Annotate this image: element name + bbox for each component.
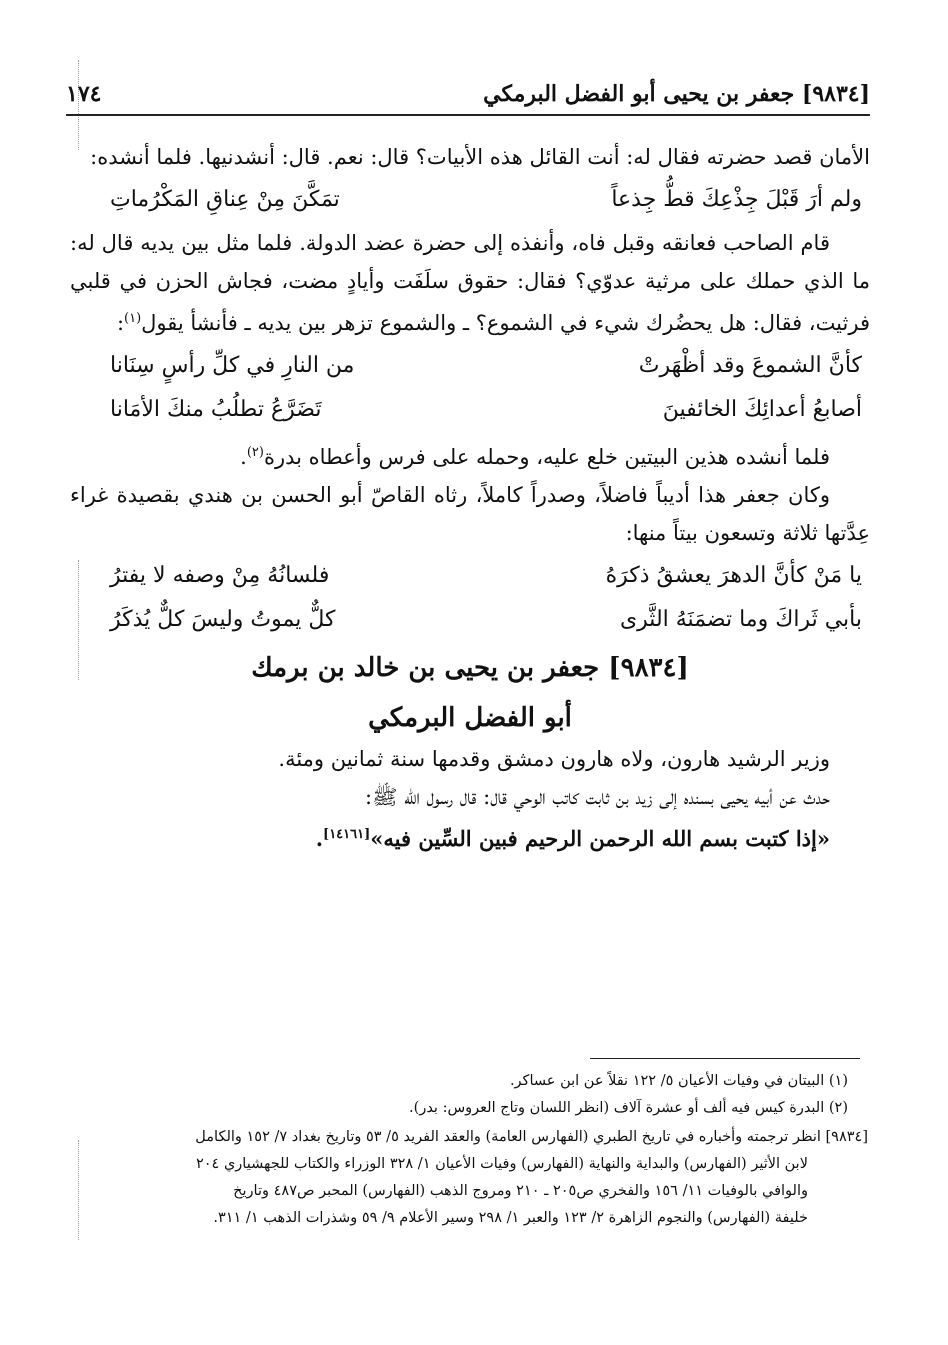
hadith-quote	[70, 816, 870, 858]
running-header	[66, 74, 870, 116]
footnotes	[78, 1068, 868, 1232]
paragraph	[70, 224, 870, 342]
punctuation: :	[116, 311, 125, 335]
paragraph	[70, 434, 870, 476]
verse-hemistich: تمَكَّنَ مِنْ عِناقِ المَكْرُماتِ	[110, 187, 340, 212]
paragraph-text: قام الصاحب فعانقه وقبل فاه، وأنفذه إلى حضرة عضد الدولة. فلما مثل بين يديه قال له: ما الذي حملك على مرثية عدوّي؟ فقال: حقوق سلَفَت وأيادٍ مضت، فجاش الحزن في قلبي فرثيت، فقال: هل يحضُرك شيء في الشموع؟ ـ والشموع تزهر بين يديه ـ فأنشأ يقول	[70, 231, 870, 335]
paragraph: وزير الرشيد هارون، ولاه هارون دمشق وقدمها سنة ثمانين ومئة.	[278, 747, 830, 771]
entry-title: [٩٨٣٤] جعفر بن يحيى بن خالد بن برمك	[251, 653, 689, 683]
verse-hemistich: بأبي ثَراكَ وما تضمَنَهُ الثَّرى	[619, 607, 862, 632]
verse-line	[70, 600, 870, 640]
verse-line	[70, 556, 870, 596]
verse-hemistich: أصابعُ أعدائِكَ الخائفينَ	[662, 397, 862, 422]
source-note-line: [٩٨٣٤] انظر ترجمته وأخباره في تاريخ الطبري (الفهارس العامة) والعقد الفريد ٥/ ٥٣ وتاريخ بغداد ٧/ ١٥٢ والكامل	[195, 1129, 868, 1145]
verse-line	[70, 390, 870, 430]
source-note-line: خليفة (الفهارس) والنجوم الزاهرة ٢/ ١٢٣ والعبر ١/ ٢٩٨ وسير الأعلام ٩/ ٥٩ وشذرات الذهب ١/ ٣١١.	[213, 1210, 808, 1226]
entry-subtitle: أبو الفضل البرمكي	[368, 703, 572, 733]
paragraph-text: فلما أنشده هذين البيتين خلع عليه، وحمله على فرس وأعطاه بدرة	[263, 445, 830, 469]
verse-hemistich: فلسانُهُ مِنْ وصفه لا يفترُ	[110, 563, 330, 588]
page-number: ١٧٤	[66, 81, 102, 107]
punctuation: .	[315, 826, 324, 851]
running-title: [٩٨٣٤] جعفر بن يحيى أبو الفضل البرمكي	[483, 81, 870, 107]
footnote: (١) البيتان في وفيات الأعيان ٥/ ١٢٢ نقلاً عن ابن عساكر.	[509, 1073, 848, 1089]
hadith-text: «إذا كتبت بسم الله الرحمن الرحيم فبين السِّين فيه»	[370, 826, 830, 851]
verse-line	[70, 346, 870, 386]
footnote-marker: (٢)	[246, 445, 264, 460]
footnote-marker: (١)	[124, 311, 142, 326]
paragraph: حدث عن أبيه يحيى بسنده إلى زيد بن ثابت كاتب الوحي قال: قال رسول الله ﷺ:	[365, 785, 830, 809]
paragraph: الأمان قصد حضرته فقال له: أنت القائل هذه الأبيات؟ قال: نعم. قال: أنشدنيها. فلما أنشده:	[90, 145, 870, 169]
source-note-line: والوافي بالوفيات ١١/ ١٥٦ والفخري ص٢٠٥ ـ ٢١٠ ومروج الذهب (الفهارس) المحبر ص٤٨٧ وتاريخ	[233, 1183, 808, 1199]
verse-hemistich: ولم أرَ قَبْلَ جِذْعِكَ قطُّ جِذعاً	[611, 187, 862, 212]
verse-hemistich: تَضَرَّعُ تطلُبُ منكَ الأمَانا	[110, 397, 322, 422]
verse-hemistich: يا مَنْ كأنَّ الدهرَ يعشقُ ذكرَهُ	[605, 563, 862, 588]
verse-hemistich: كأنَّ الشموعَ وقد أظْهَرتْ	[638, 353, 862, 378]
hadith-reference: [١٤١٦١]	[323, 827, 371, 842]
main-text	[70, 138, 870, 858]
footnote-divider	[590, 1058, 860, 1059]
punctuation: .	[240, 445, 247, 469]
verse-line	[70, 180, 870, 220]
verse-hemistich: كلٌّ يموتُ وليسَ كلٌّ يُذكَرُ	[110, 607, 336, 632]
paragraph: وكان جعفر هذا أديباً فاضلاً، وصدراً كاملاً، رثاه القاصّ أبو الحسن بن هندي بقصيدة غراء عِدَّتها ثلاثة وتسعون بيتاً منها:	[70, 483, 870, 545]
source-note	[78, 1124, 868, 1232]
verse-hemistich: من النارِ في كلِّ رأسٍ سِنَانا	[110, 353, 355, 378]
source-note-line: لابن الأثير (الفهارس) والبداية والنهاية (الفهارس) وفيات الأعيان ١/ ٣٢٨ الوزراء والكتاب للجهشياري ٢٠٤	[195, 1156, 808, 1172]
footnote: (٢) البدرة كيس فيه ألف أو عشرة آلاف (انظر اللسان وتاج العروس: بدر).	[409, 1100, 848, 1116]
